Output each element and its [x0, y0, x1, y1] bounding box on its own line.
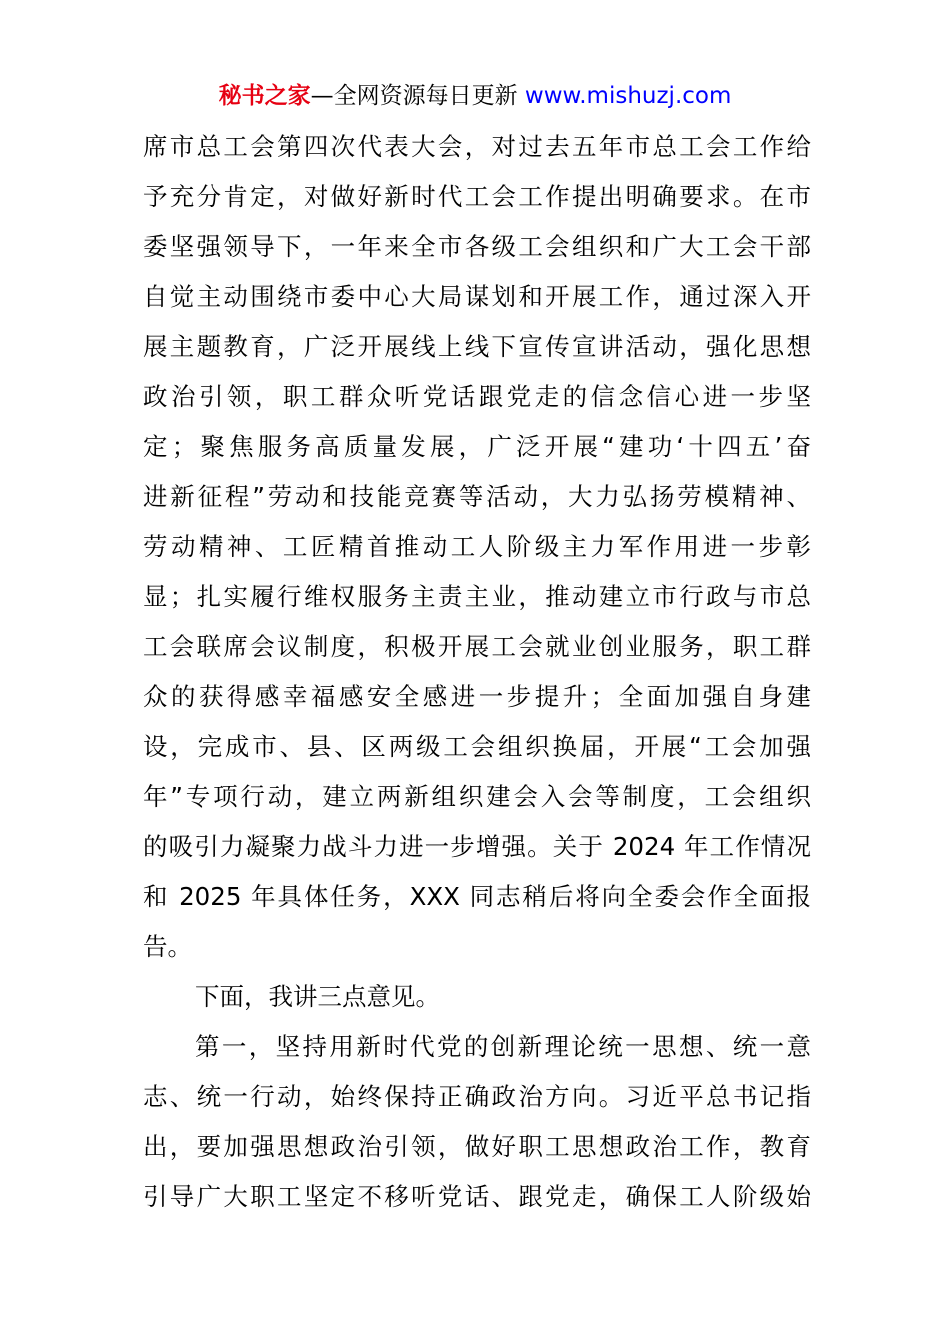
- point-one-heading: 第一，坚持用新时代党的创新理论统一思想、统一意: [195, 1032, 811, 1061]
- body-line: 工会联席会议制度，积极开展工会就业创业服务，职工群: [143, 632, 811, 661]
- body-line-last: 告。: [143, 932, 192, 961]
- body-line: 政治引领，职工群众听党话跟党走的信念信心进一步坚: [143, 382, 811, 411]
- body-line: 自觉主动围绕市委中心大局谋划和开展工作，通过深入开: [143, 282, 811, 311]
- site-brand: 秘书之家: [218, 83, 311, 109]
- section-intro: 下面，我讲三点意见。: [195, 982, 440, 1011]
- body-line: 引导广大职工坚定不移听党话、跟党走，确保工人阶级始: [143, 1182, 811, 1211]
- body-line: 席市总工会第四次代表大会，对过去五年市总工会工作给: [143, 132, 811, 161]
- body-line: 的吸引力凝聚力战斗力进一步增强。关于 2024 年工作情况: [143, 832, 811, 861]
- body-line: 定；聚焦服务高质量发展，广泛开展“建功‘十四五’奋: [143, 432, 811, 461]
- site-header: [0, 80, 950, 112]
- body-line: 和 2025 年具体任务，XXX 同志稍后将向全委会作全面报: [143, 882, 811, 911]
- body-line: 出，要加强思想政治引领，做好职工思想政治工作，教育: [143, 1132, 811, 1161]
- site-tagline: —全网资源每日更新: [310, 83, 525, 109]
- body-line: 委坚强领导下，一年来全市各级工会组织和广大工会干部: [143, 232, 811, 261]
- document-body: [143, 122, 811, 1222]
- body-line: 年”专项行动，建立两新组织建会入会等制度，工会组织: [143, 782, 811, 811]
- body-line: 进新征程”劳动和技能竞赛等活动，大力弘扬劳模精神、: [143, 482, 811, 511]
- body-line: 志、统一行动，始终保持正确政治方向。习近平总书记指: [143, 1082, 811, 1111]
- body-line: 劳动精神、工匠精首推动工人阶级主力军作用进一步彰: [143, 532, 811, 561]
- body-line: 予充分肯定，对做好新时代工会工作提出明确要求。在市: [143, 182, 811, 211]
- body-line: 展主题教育，广泛开展线上线下宣传宣讲活动，强化思想: [143, 332, 811, 361]
- site-url-link[interactable]: www.mishuzj.com: [524, 83, 732, 109]
- body-line: 众的获得感幸福感安全感进一步提升；全面加强自身建: [143, 682, 811, 711]
- body-line: 显；扎实履行维权服务主责主业，推动建立市行政与市总: [143, 582, 811, 611]
- body-line: 设，完成市、县、区两级工会组织换届，开展“工会加强: [143, 732, 811, 761]
